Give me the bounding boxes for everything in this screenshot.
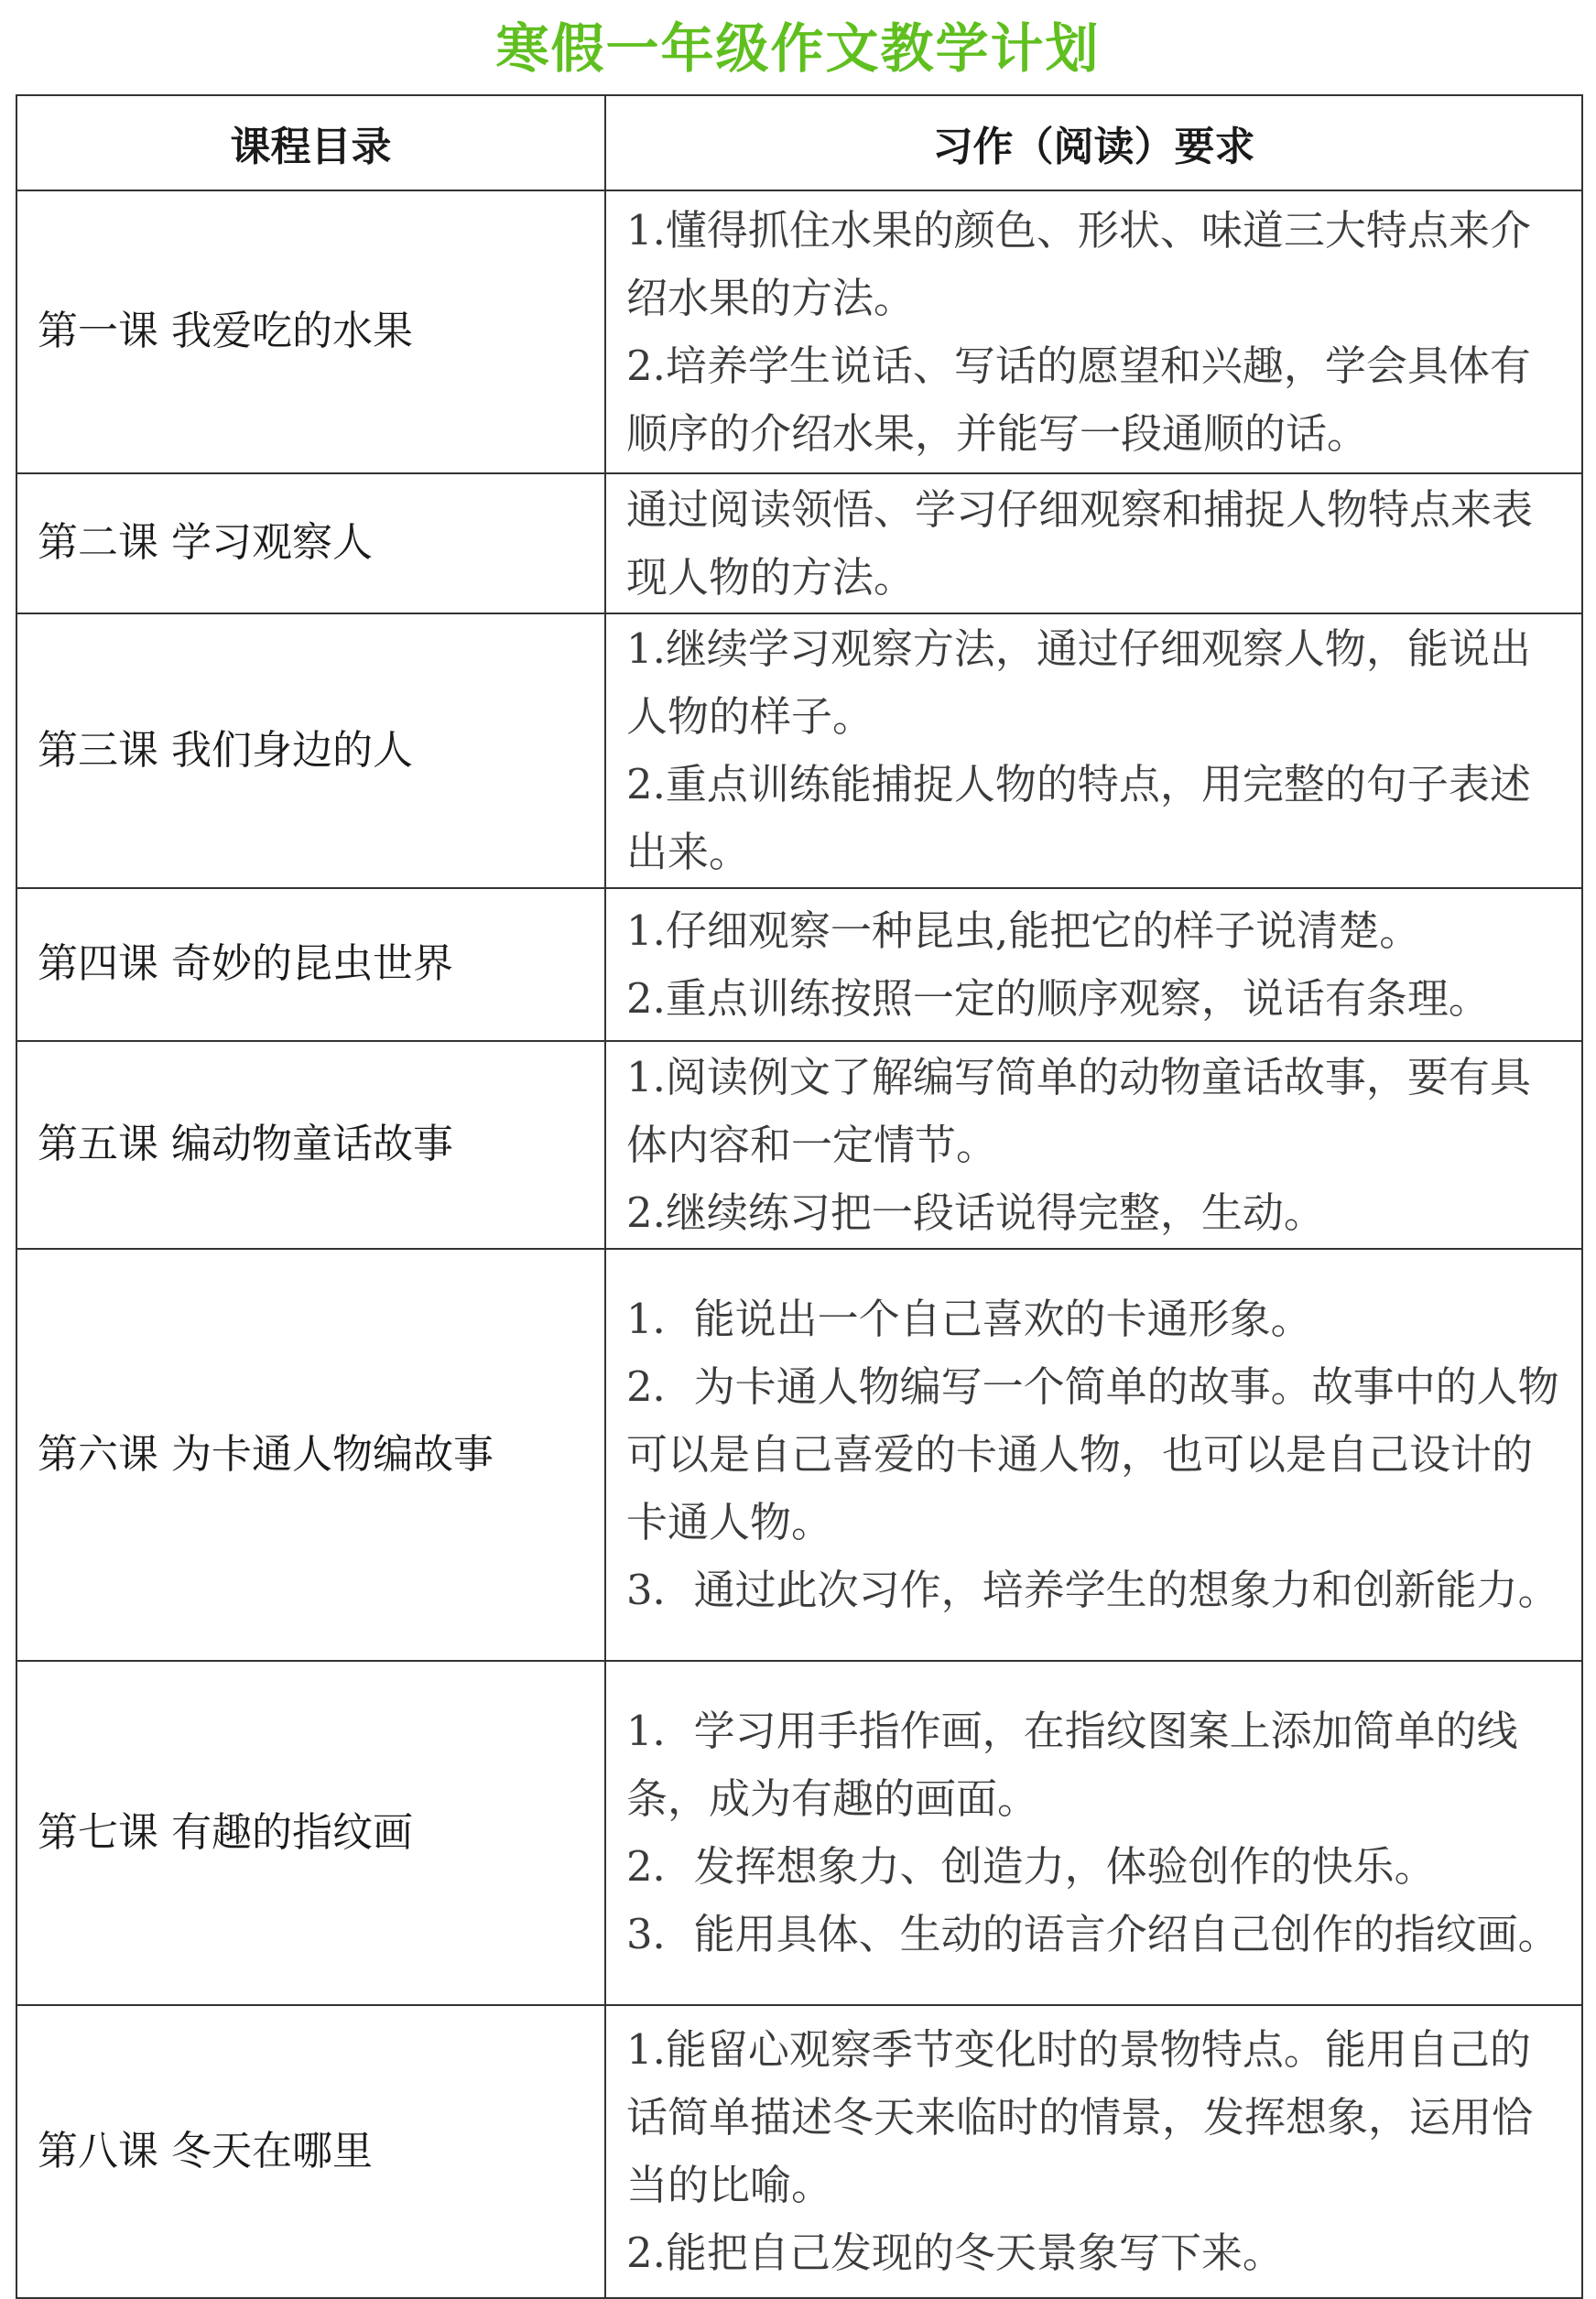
requirement-item: 1.能留心观察季节变化时的景物特点。能用自己的话简单描述冬天来临时的情景，发挥想象，运用恰当的比喻。 xyxy=(626,2025,1534,2209)
requirement-item: 1.阅读例文了解编写简单的动物童话故事，要有具体内容和一定情节。 xyxy=(626,1052,1531,1169)
table-row xyxy=(16,888,1582,1041)
table-row xyxy=(16,613,1582,888)
requirements-cell xyxy=(605,1041,1582,1249)
lesson-cell: 第五课 编动物童话故事 xyxy=(16,1041,605,1249)
requirements-cell xyxy=(605,888,1582,1041)
requirements-cell xyxy=(605,1661,1582,2005)
requirement-item: 2．发挥想象力、创造力，体验创作的快乐。 xyxy=(626,1842,1436,1891)
requirement-item: 1.继续学习观察方法，通过仔细观察人物，能说出人物的样子。 xyxy=(626,624,1531,741)
table-header-row xyxy=(16,95,1582,190)
requirement-item: 1．学习用手指作画，在指纹图案上添加简单的线条，成为有趣的画面。 xyxy=(626,1707,1518,1823)
requirement-item: 2.培养学生说话、写话的愿望和兴趣，学会具体有顺序的介绍水果，并能写一段通顺的话。 xyxy=(626,341,1531,458)
requirement-item: 2.重点训练能捕捉人物的特点，用完整的句子表述出来。 xyxy=(626,760,1531,876)
requirement-item: 1.懂得抓住水果的颜色、形状、味道三大特点来介绍水果的方法。 xyxy=(626,205,1531,322)
lesson-plan-table xyxy=(16,94,1583,2299)
requirements-cell xyxy=(605,190,1582,473)
lesson-cell: 第一课 我爱吃的水果 xyxy=(16,190,605,473)
table-row xyxy=(16,1041,1582,1249)
requirements-cell xyxy=(605,1249,1582,1661)
requirement-item: 2.继续练习把一段话说得完整，生动。 xyxy=(626,1187,1325,1237)
requirement-item: 2.重点训练按照一定的顺序观察，说话有条理。 xyxy=(626,973,1490,1023)
requirement-item: 通过阅读领悟、学习仔细观察和捕捉人物特点来表现人物的方法。 xyxy=(626,484,1534,602)
lesson-cell: 第七课 有趣的指纹画 xyxy=(16,1661,605,2005)
table-row xyxy=(16,2005,1582,2298)
lesson-cell: 第三课 我们身边的人 xyxy=(16,613,605,888)
table-row xyxy=(16,473,1582,613)
requirements-cell xyxy=(605,613,1582,888)
header-lessons: 课程目录 xyxy=(16,95,605,190)
table-row xyxy=(16,1661,1582,2005)
lesson-cell: 第六课 为卡通人物编故事 xyxy=(16,1249,605,1661)
requirement-item: 2.能把自己发现的冬天景象写下来。 xyxy=(626,2229,1284,2277)
lesson-cell: 第二课 学习观察人 xyxy=(16,473,605,613)
requirements-cell xyxy=(605,2005,1582,2298)
table-row xyxy=(16,1249,1582,1661)
document-title: 寒假一年级作文教学计划 xyxy=(495,17,1101,80)
lesson-cell: 第八课 冬天在哪里 xyxy=(16,2005,605,2298)
requirement-item: 1.仔细观察一种昆虫,能把它的样子说清楚。 xyxy=(626,906,1421,955)
header-requirements: 习作（阅读）要求 xyxy=(605,95,1582,190)
requirement-item: 1．能说出一个自己喜欢的卡通形象。 xyxy=(626,1295,1312,1343)
requirements-cell xyxy=(605,473,1582,613)
requirement-item: 3．能用具体、生动的语言介绍自己创作的指纹画。 xyxy=(626,1910,1559,1958)
requirement-item: 3．通过此次习作，培养学生的想象力和创新能力。 xyxy=(626,1566,1559,1614)
lesson-cell: 第四课 奇妙的昆虫世界 xyxy=(16,888,605,1041)
table-row xyxy=(16,190,1582,473)
requirement-item: 2．为卡通人物编写一个简单的故事。故事中的人物可以是自己喜爱的卡通人物，也可以是自己设计的卡通人物。 xyxy=(626,1362,1559,1546)
